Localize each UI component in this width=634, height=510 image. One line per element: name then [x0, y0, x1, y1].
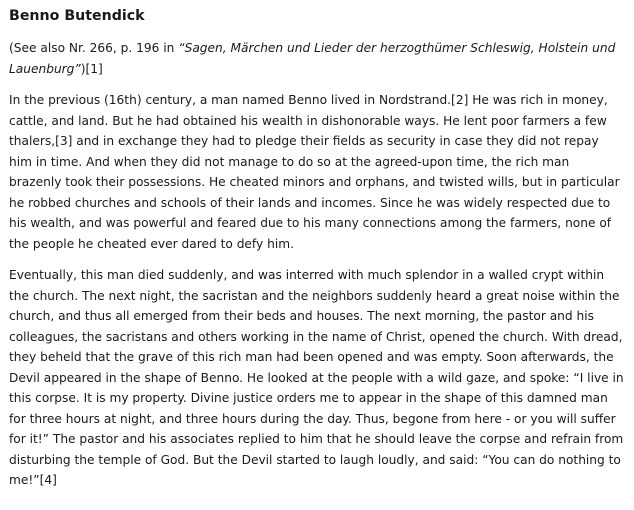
see-also-paragraph [9, 38, 625, 79]
footnote-ref-1[interactable]: [1] [85, 61, 103, 76]
book-title: “Sagen, Märchen und Lieder der herzogthümer Schleswig, Holstein und Lauenburg” [9, 41, 616, 76]
page-title: Benno Butendick [9, 8, 145, 24]
body-paragraph-1: In the previous (16th) century, a man named Benno lived in Nordstrand.[2] He was rich in money, cattle, and land. But he had obtained his wealth in dishonorable ways. He lent poor farmers a few thalers,[3] and in exchange they had to pledge their fields as security in case they did not repay him in time. And when they did not manage to do so at the agreed-upon time, the rich man brazenly took their possessions. He cheated minors and orphans, and twisted wills, but in particular he robbed churches and schools of their lands and incomes. Since he was widely respected due to his wealth, and was powerful and feared due to his many connections among the farmers, none of the people he cheated ever dared to defy him. [9, 93, 620, 251]
see-also-suffix: ) [80, 61, 86, 76]
see-also-prefix: (See also Nr. 266, p. 196 in [9, 41, 179, 55]
body-paragraph-2: Eventually, this man died suddenly, and was interred with much splendor in a walled crypt within the church. The next night, the sacristan and the neighbors suddenly heard a great noise within the church, and thus all emerged from their beds and houses. The next morning, the pastor and his colleagues, the sacristans and others working in the name of Christ, opened the church. With dread, they beheld that the grave of this rich man had been opened and was empty. Soon afterwards, the Devil appeared in the shape of Benno. He looked at the people with a wild gaze, and spoke: “I live in this corpse. It is my property. Divine justice orders me to appear in the shape of this damned man for three hours at night, and three hours during the day. Thus, begone from here - or you will suffer for it!” The pastor and his associates replied to him that he should leave the corpse and refrain from disturbing the temple of God. But the Devil started to laugh loudly, and said: “You can do nothing to me!”[4] [9, 268, 624, 487]
